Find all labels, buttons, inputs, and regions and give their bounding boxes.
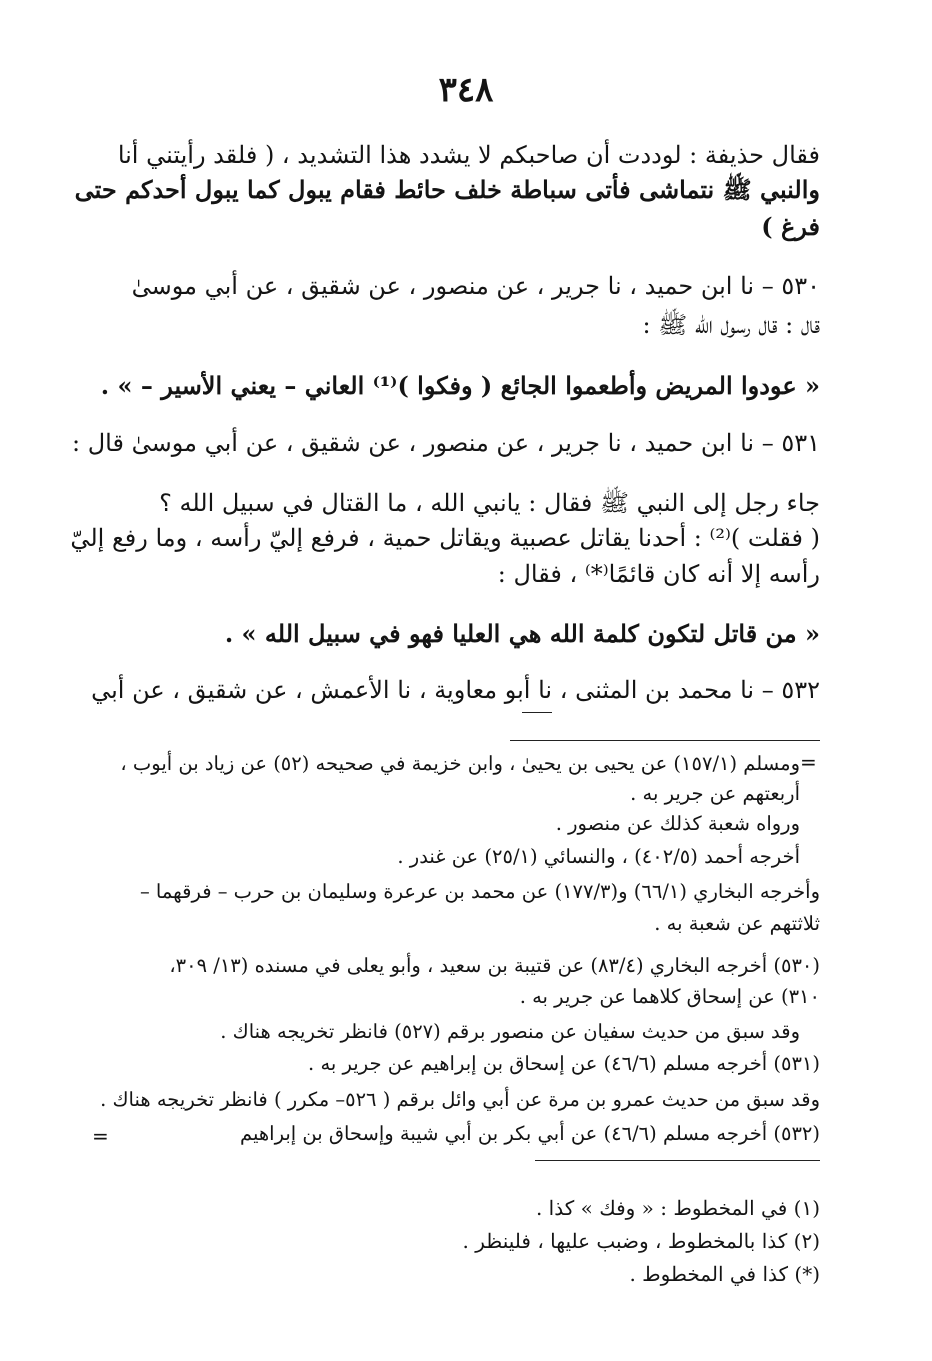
takhrij-line-12: (٥٣٢) أخرجه مسلم (٤٦/٦) عن أبي بكر بن أبي شيبة وإسحاق بن إبراهيم [240, 1122, 820, 1145]
hadith-530-text: « عودوا المريض وأطعموا الجائع ( وفكوا )⁽¹⁾ العاني – يعني الأسير – » . [100, 371, 820, 400]
body-line-3: فرغ ) [761, 212, 820, 241]
takhrij-line-10: (٥٣١) أخرجه مسلم (٤٦/٦) عن إسحاق بن إبراهيم عن جرير به . [308, 1052, 820, 1075]
hadith-531-saying: « من قاتل لتكون كلمة الله هي العليا فهو في سبيل الله » . [224, 619, 820, 648]
section-divider [510, 740, 820, 741]
takhrij-line-7: (٥٣٠) أخرجه البخاري (٨٣/٤) عن قتيبة بن سعيد ، وأبو يعلى في مسنده (١٣/ ٣٠٩، [169, 954, 820, 977]
takhrij-line-2: أربعتهم عن جرير به . [630, 782, 800, 805]
hadith-531-text-2: ( فقلت )⁽²⁾ : أحدنا يقاتل عصبية ويقاتل حمية ، فرفع إليّ رأسه ، وما رفع إليّ [70, 524, 820, 552]
hadith-531-text-3: رأسه إلا أنه كان قائمًا⁽*⁾ ، فقال : [497, 560, 820, 588]
hadith-531-text-1: جاء رجل إلى النبي ﷺ فقال : يانبي الله ، ما القتال في سبيل الله ؟ [159, 489, 820, 517]
notes-divider [535, 1160, 820, 1161]
takhrij-line-5: وأخرجه البخاري (٦٦/١) و(١٧٧/٣) عن محمد بن عرعرة وسليمان بن حرب – فرقهما – [139, 880, 820, 903]
body-line-1: فقال حذيفة : لوددت أن صاحبكم لا يشدد هذا التشديد ، ( فلقد رأيتني أنا [117, 141, 820, 169]
hadith-530-chain: ٥٣٠ – نا ابن حميد ، نا جرير ، عن منصور ، عن شقيق ، عن أبي موسىٰ [131, 272, 820, 300]
underline-mark [522, 712, 552, 713]
takhrij-line-4: أخرجه أحمد (٤٠٢/٥) ، والنسائي (٢٥/١) عن غندر . [397, 845, 800, 868]
hadith-530-chain-end: قال : قال رسول الله ﷺ : [642, 311, 820, 339]
takhrij-line-3: ورواه شعبة كذلك عن منصور . [555, 812, 800, 835]
continuation-mark-bottom: = [92, 1124, 109, 1148]
note-2: (٢) كذا بالمخطوط ، وضبب عليها ، فلينظر . [462, 1229, 820, 1253]
continuation-mark-top: = [800, 750, 817, 774]
takhrij-line-8: ٣١٠) عن إسحاق كلاهما عن جرير به . [519, 985, 820, 1008]
body-line-2: والنبي ﷺ نتماشى فأتى سباطة خلف حائط فقام يبول كما يبول أحدكم حتى [74, 175, 820, 204]
hadith-531-chain: ٥٣١ – نا ابن حميد ، نا جرير ، عن منصور ، عن شقيق ، عن أبي موسىٰ قال : [72, 429, 820, 457]
note-1: (١) في المخطوط : « وفك » كذا . [535, 1196, 820, 1220]
page-number: ٣٤٨ [438, 70, 494, 110]
takhrij-line-1: ومسلم (١٥٧/١) عن يحيى بن يحيىٰ ، وابن خزيمة في صحيحه (٥٢) عن زياد بن أيوب ، [120, 752, 800, 775]
takhrij-line-9: وقد سبق من حديث سفيان عن منصور برقم (٥٢٧) فانظر تخريجه هناك . [220, 1020, 800, 1043]
takhrij-line-11: وقد سبق من حديث عمرو بن مرة عن أبي وائل برقم ( ٥٢٦– مكرر ) فانظر تخريجه هناك . [100, 1088, 820, 1111]
note-star: (*) كذا في المخطوط . [629, 1262, 820, 1286]
hadith-532-chain: ٥٣٢ – نا محمد بن المثنى ، نا أبو معاوية ، نا الأعمش ، عن شقيق ، عن أبي [91, 676, 820, 704]
takhrij-line-6: ثلاثتهم عن شعبة به . [654, 912, 820, 935]
